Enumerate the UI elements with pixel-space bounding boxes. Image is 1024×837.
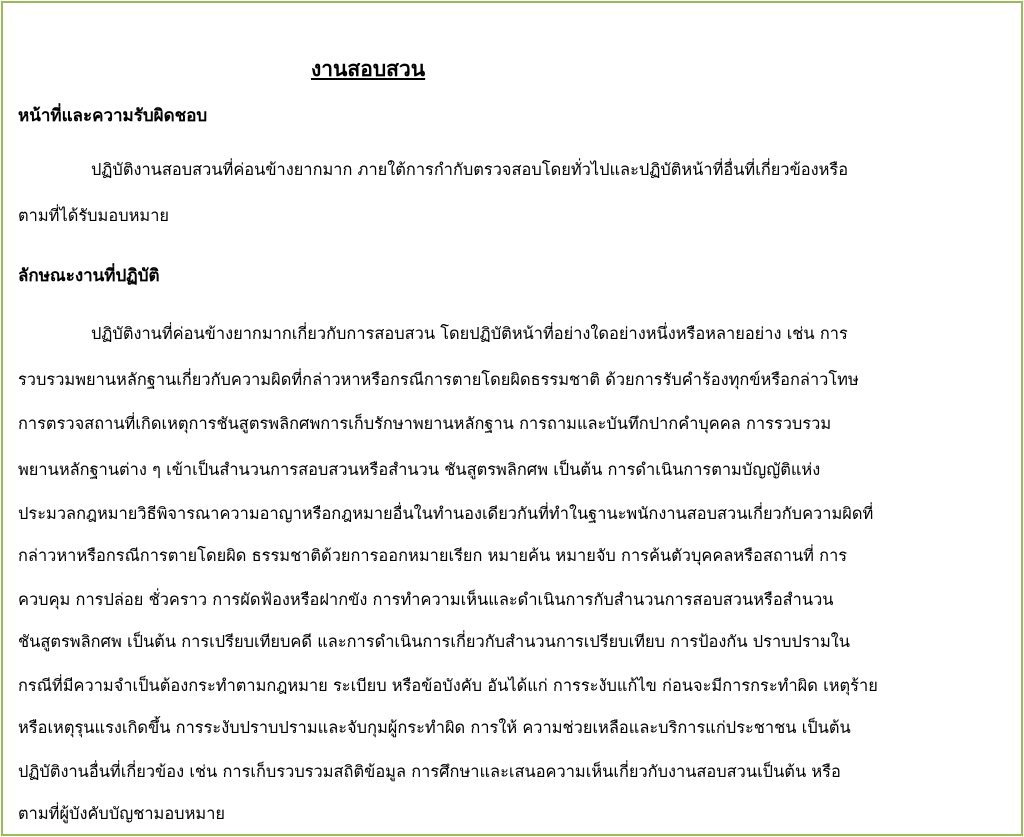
document-frame — [1, 1, 1023, 836]
paragraph-line: กรณีที่มีความจำเป็นต้องกระทำตามกฎหมาย ระเบียบ หรือข้อบังคับ อันได้แก่ การระงับแก้ไข ก่อนจะมีการกระทำผิด เหตุร้าย — [18, 676, 878, 695]
document-title: งานสอบสวน — [311, 56, 426, 81]
paragraph-line: พยานหลักฐานต่าง ๆ เข้าเป็นสำนวนการสอบสวนหรือสำนวน ชันสูตรพลิกศพ เป็นต้น การดำเนินการตามบัญญัติแห่ง — [18, 460, 821, 479]
section-heading-duties: หน้าที่และความรับผิดชอบ — [18, 106, 208, 126]
paragraph-line: รวบรวมพยานหลักฐานเกี่ยวกับความผิดที่กล่าวหาหรือกรณีการตายโดยผิดธรรมชาติ ด้วยการรับคำร้องทุกข์หรือกล่าวโทษ — [18, 370, 859, 389]
paragraph-line: กล่าวหาหรือกรณีการตายโดยผิด ธรรมชาติด้วยการออกหมายเรียก หมายค้น หมายจับ การค้นตัวบุคคลหรือสถานที่ การ — [18, 546, 848, 565]
paragraph-line: ปฏิบัติงานสอบสวนที่ค่อนข้างยากมาก ภายใต้การกำกับตรวจสอบโดยทั่วไปและปฏิบัติหน้าที่อื่นที่เกี่ยวข้องหรือ — [91, 160, 849, 179]
section-heading-work-characteristics: ลักษณะงานที่ปฏิบัติ — [18, 266, 160, 286]
paragraph-line: ปฏิบัติงานอื่นที่เกี่ยวข้อง เช่น การเก็บรวบรวมสถิติข้อมูล การศึกษาและเสนอความเห็นเกี่ยวกับงานสอบสวนเป็นต้น หรือ — [18, 762, 841, 781]
paragraph-line: ประมวลกฎหมายวิธีพิจารณาความอาญาหรือกฎหมายอื่นในทำนองเดียวกันที่ทำในฐานะพนักงานสอบสวนเกี่ยวกับความผิดที่ — [18, 504, 874, 523]
paragraph-line: ปฏิบัติงานที่ค่อนข้างยากมากเกี่ยวกับการสอบสวน โดยปฏิบัติหน้าที่อย่างใดอย่างหนึ่งหรือหลายอย่าง เช่น การ — [91, 324, 848, 343]
paragraph-line: หรือเหตุรุนแรงเกิดขึ้น การระงับปราบปรามและจับกุมผู้กระทำผิด การให้ ความช่วยเหลือและบริการแก่ประชาชน เป็นต้น — [18, 718, 851, 737]
paragraph-line: ตามที่ผู้บังคับบัญชามอบหมาย — [18, 804, 226, 823]
paragraph-line: ตามที่ได้รับมอบหมาย — [18, 206, 170, 225]
paragraph-line: ควบคุม การปล่อย ชั่วคราว การผัดฟ้องหรือฝากขัง การทำความเห็นและดำเนินการกับสำนวนการสอบสวนหรือสำนวน — [18, 590, 834, 609]
paragraph-line: การตรวจสถานที่เกิดเหตุการชันสูตรพลิกศพการเก็บรักษาพยานหลักฐาน การถามและบันทึกปากคำบุคคล การรวบรวม — [18, 414, 832, 433]
paragraph-line: ชันสูตรพลิกศพ เป็นต้น การเปรียบเทียบคดี และการดำเนินการเกี่ยวกับสำนวนการเปรียบเทียบ การป้องกัน ปราบปรามใน — [18, 632, 850, 651]
